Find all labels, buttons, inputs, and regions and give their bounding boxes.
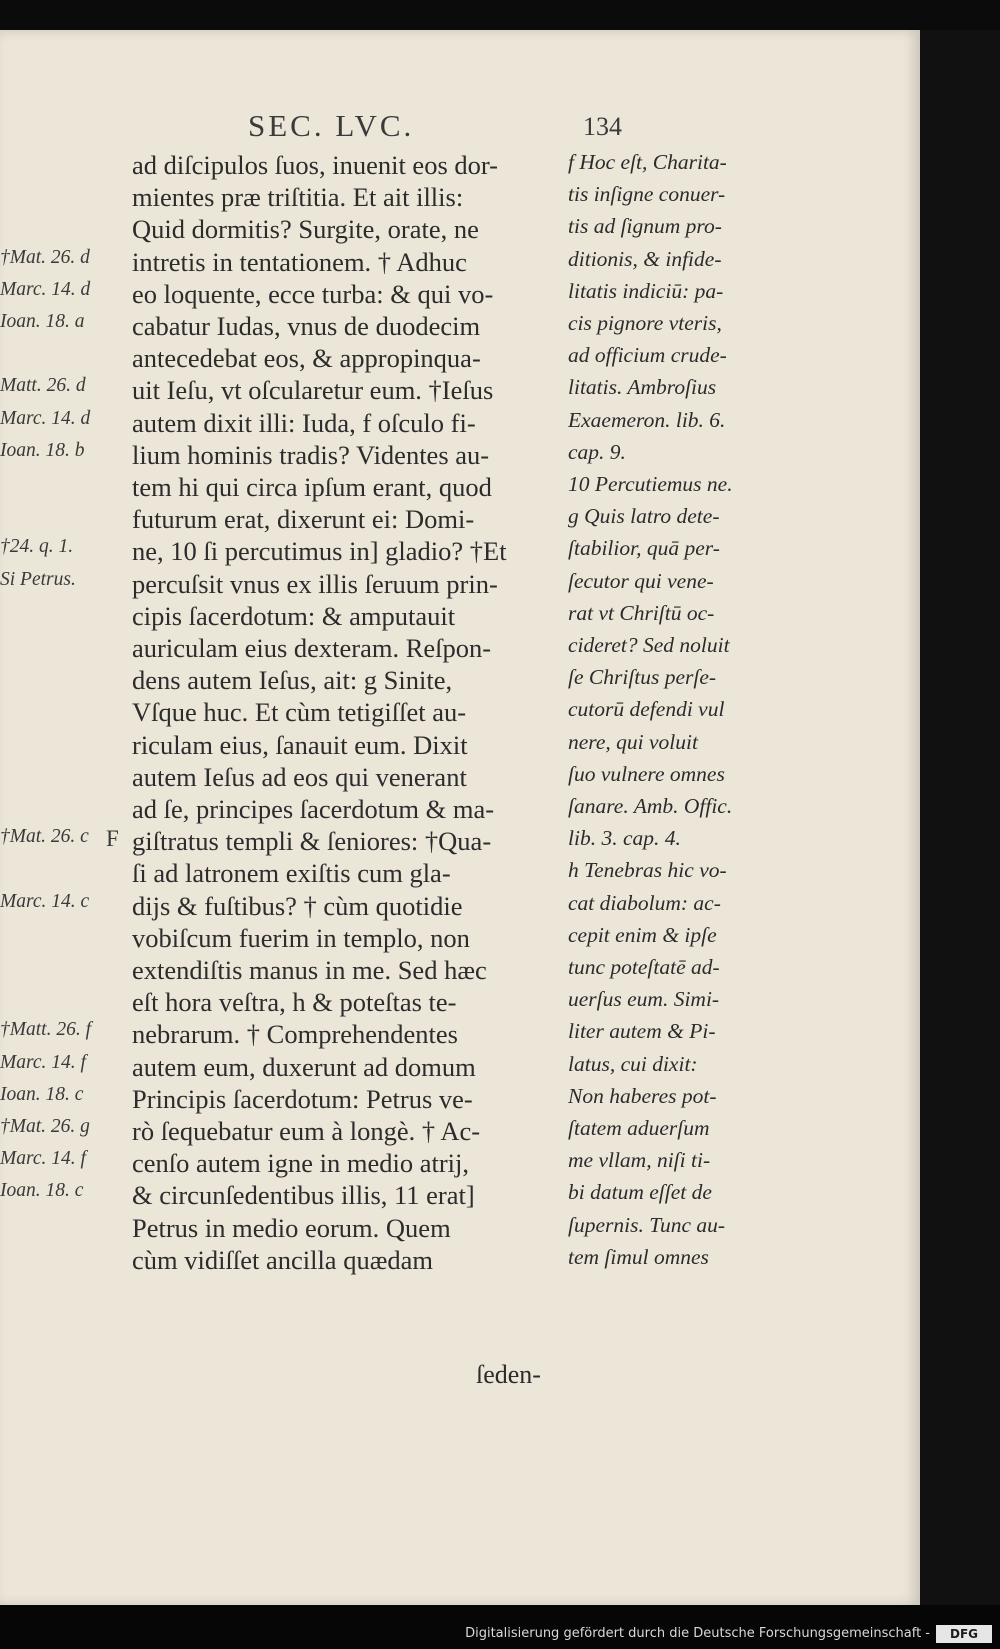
gloss-line: bi datum eſſet de (568, 1180, 712, 1205)
main-text-line: cùm vidiſſet ancilla quædam (132, 1244, 433, 1275)
margin-note: Marc. 14. f (0, 1148, 86, 1170)
gloss-line: cis pignore vteris, (568, 311, 722, 335)
main-text-line: dijs & fuſtibus? † cùm quotidie (132, 890, 463, 921)
main-text-line: Principis ſacerdotum: Petrus ve- (132, 1083, 473, 1114)
gloss-line: me vllam, niſi ti- (568, 1148, 711, 1173)
margin-note: Marc. 14. c (0, 890, 90, 912)
funding-credit: Digitalisierung gefördert durch die Deutsche Forschungsgemeinschaft - (465, 1626, 930, 1641)
margin-note: †24. q. 1. (0, 536, 74, 558)
gloss-line: tis inſigne conuer- (568, 182, 726, 207)
main-text-line: eo loquente, ecce turba: & qui vo- (132, 278, 494, 309)
main-text-line: futurum erat, dixerunt ei: Domi- (132, 504, 475, 535)
gloss-line: tem ſimul omnes (568, 1244, 709, 1269)
main-text-line: percuſsit vnus ex illis ſeruum prin- (132, 568, 498, 599)
main-text-line: cipis ſacerdotum: & amputauit (132, 600, 456, 631)
margin-note: †Mat. 26. d (0, 246, 90, 268)
gloss-line: uerſus eum. Simi- (568, 987, 720, 1012)
gloss-line: rat vt Chriſtū oc- (568, 600, 715, 625)
gloss-line: ſanare. Amb. Offic. (568, 794, 733, 818)
main-text-line: auriculam eius dexteram. Reſpon- (132, 633, 492, 663)
margin-note: Ioan. 18. c (0, 1180, 84, 1202)
gloss-line: ſtabilior, quā per- (568, 536, 720, 561)
gloss-line: 10 Percutiemus ne. (568, 472, 733, 496)
margin-note: †Mat. 26. c (0, 826, 89, 848)
gloss-line: ſe Chriſtus perſe- (568, 665, 717, 690)
gloss-line: g Quis latro dete- (568, 504, 720, 529)
margin-note: †Mat. 26. g (0, 1116, 90, 1137)
margin-note: Ioan. 18. c (0, 1083, 84, 1105)
main-text-line: tem hi qui circa ipſum erant, quod (132, 472, 492, 502)
gloss-line: ſtatem aduerſum (568, 1116, 710, 1140)
gloss-line: litatis indiciū: pa- (568, 278, 724, 303)
main-text-line: ne, 10 ſi percutimus in] gladio? †Et (132, 536, 507, 567)
main-text-line: mientes præ triſtitia. Et ait illis: (132, 182, 464, 213)
main-text-line: Petrus in medio eorum. Quem (132, 1212, 451, 1243)
main-text-line: nebrarum. † Comprehendentes (132, 1019, 458, 1050)
gloss-line: f Hoc eſt, Charita- (568, 150, 727, 174)
gloss-line: cutorū defendi vul (568, 697, 725, 722)
main-text-line: ad ſe, principes ſacerdotum & ma- (132, 794, 495, 824)
gloss-line: tunc poteſtatē ad- (568, 955, 720, 979)
gloss-line: cap. 9. (568, 439, 626, 464)
margin-note: Matt. 26. d (0, 375, 86, 397)
gloss-line: Non haberes pot- (568, 1083, 717, 1108)
page-number: 134 (583, 112, 622, 141)
gloss-line: latus, cui dixit: (568, 1051, 698, 1076)
gloss-line: cat diabolum: ac- (568, 890, 721, 915)
main-text-line: giſtratus templi & ſeniores: †Qua- (132, 826, 492, 857)
dfg-logo: DFG (936, 1625, 992, 1643)
gloss-line: ad officium crude- (568, 343, 727, 368)
gloss-line: Exaemeron. lib. 6. (568, 407, 726, 432)
main-text-line: autem Ieſus ad eos qui venerant (132, 761, 467, 792)
gloss-line: litatis. Ambroſius (568, 375, 717, 400)
main-text-line: intretis in tentationem. † Adhuc (132, 246, 467, 277)
margin-note: Marc. 14. d (0, 407, 91, 429)
main-text-line: uit Ieſu, vt oſcularetur eum. †Ieſus (132, 375, 494, 406)
margin-note: Marc. 14. f (0, 1051, 86, 1073)
main-text-line: dens autem Ieſus, ait: g Sinite, (132, 665, 453, 696)
catchword: ſeden- (476, 1360, 541, 1389)
scan-top-edge (0, 0, 1000, 30)
main-text-line: extendiſtis manus in me. Sed hæc (132, 955, 487, 985)
gloss-line: ſupernis. Tunc au- (568, 1212, 726, 1237)
main-text-line: vobiſcum fuerim in templo, non (132, 922, 470, 953)
margin-note: Ioan. 18. a (0, 311, 85, 332)
gloss-line: liter autem & Pi- (568, 1019, 716, 1044)
gloss-line: lib. 3. cap. 4. (568, 826, 681, 851)
main-text-line: ſi ad latronem exiſtis cum gla- (132, 858, 451, 889)
main-text-line: cenſo autem igne in medio atrij, (132, 1148, 470, 1179)
main-text-line: cabatur Iudas, vnus de duodecim (132, 311, 481, 341)
main-text-line: rò ſequebatur eum à longè. † Ac- (132, 1116, 481, 1146)
main-text-line: autem eum, duxerunt ad domum (132, 1051, 476, 1082)
margin-note: Si Petrus. (0, 568, 76, 590)
footer-band (0, 1605, 1000, 1649)
gloss-line: nere, qui voluit (568, 729, 698, 754)
main-text-line: ad diſcipulos ſuos, inuenit eos dor- (132, 150, 499, 180)
margin-note: Marc. 14. d (0, 278, 91, 300)
running-head: SEC. LVC. (248, 108, 415, 143)
main-text-line: Quid dormitis? Surgite, orate, ne (132, 214, 479, 245)
main-text-line: lium hominis tradis? Videntes au- (132, 439, 490, 470)
main-text-line: Vſque huc. Et cùm tetigiſſet au- (132, 697, 467, 728)
gloss-line: cepit enim & ipſe (568, 922, 717, 947)
gloss-line: tis ad ſignum pro- (568, 214, 722, 239)
main-text-line: antecedebat eos, & appropinqua- (132, 343, 481, 374)
main-text-line: autem dixit illi: Iuda, f oſculo fi- (132, 407, 476, 438)
gloss-line: ſuo vulnere omnes (568, 761, 725, 786)
margin-note: †Matt. 26. f (0, 1019, 91, 1041)
margin-note: Ioan. 18. b (0, 439, 85, 461)
main-text-line: eſt hora veſtra, h & poteſtas te- (132, 987, 457, 1018)
main-text-line: & circunſedentibus illis, 11 erat] (132, 1180, 475, 1211)
gloss-line: ditionis, & infide- (568, 246, 722, 271)
gloss-line: ſecutor qui vene- (568, 568, 714, 593)
gloss-line: h Tenebras hic vo- (568, 858, 727, 883)
main-text-line: riculam eius, ſanauit eum. Dixit (132, 729, 468, 760)
signature-mark: F (106, 826, 119, 851)
gloss-line: cideret? Sed noluit (568, 633, 730, 657)
